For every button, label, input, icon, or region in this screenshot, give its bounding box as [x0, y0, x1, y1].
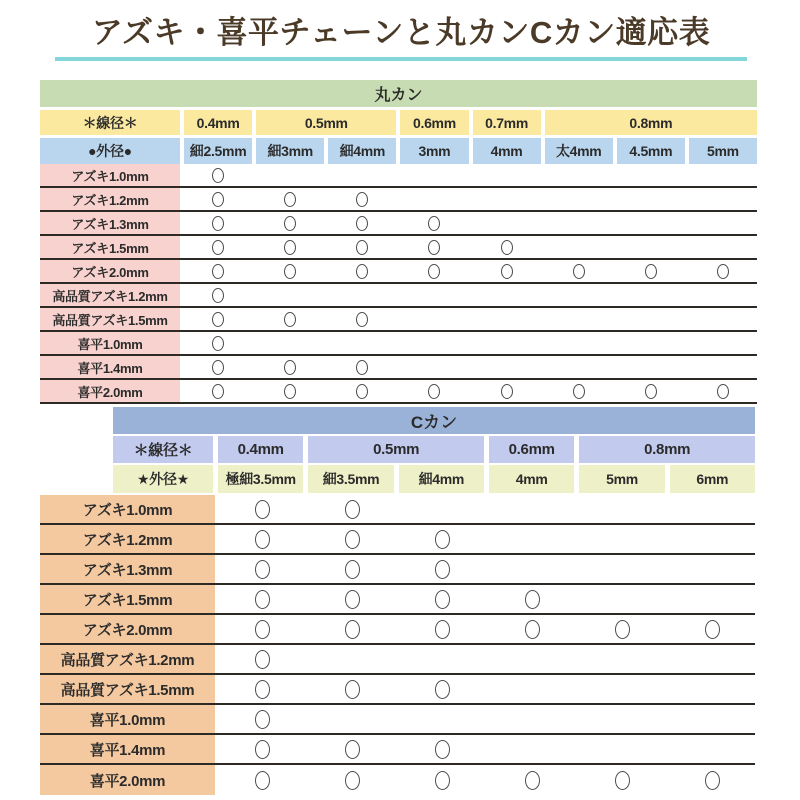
compat-cell: [220, 585, 305, 613]
ckan-table-header: [113, 407, 755, 493]
compat-cell: [490, 735, 575, 763]
compat-mark-circle: [284, 192, 296, 207]
table-title: 丸カン: [40, 80, 757, 107]
compat-cell: [580, 555, 665, 583]
outer-diameter-value: 細3mm: [256, 138, 324, 164]
compat-cell: [184, 332, 252, 354]
compat-cell: [400, 765, 485, 795]
compat-cell: [400, 675, 485, 703]
compat-cell: [328, 260, 396, 282]
compat-cell: [545, 332, 613, 354]
compat-cell: [689, 308, 757, 330]
outer-diameter-value: 4mm: [473, 138, 541, 164]
compat-mark-circle: [435, 771, 450, 790]
compat-cell: [490, 525, 575, 553]
compat-cell: [184, 236, 252, 258]
row-label: 喜平2.0mm: [40, 765, 215, 795]
table-row: [40, 236, 757, 260]
outer-diameter-row: [40, 138, 757, 164]
compat-cell: [670, 705, 755, 733]
compat-mark-circle: [435, 620, 450, 639]
compat-mark-circle: [284, 240, 296, 255]
compat-cell: [545, 260, 613, 282]
table-row: [40, 308, 757, 332]
compat-cell: [184, 308, 252, 330]
compat-mark-circle: [501, 240, 513, 255]
compat-cell: [328, 308, 396, 330]
row-label: アズキ1.5mm: [40, 236, 180, 258]
compat-cell: [670, 615, 755, 643]
compat-cell: [670, 675, 755, 703]
compat-cell: [328, 188, 396, 210]
ckan-table-body: [40, 495, 755, 795]
compat-cell: [689, 164, 757, 186]
compat-cell: [670, 585, 755, 613]
row-label: 喜平1.4mm: [40, 356, 180, 378]
compat-cell: [617, 260, 685, 282]
compat-mark-circle: [212, 168, 224, 183]
title-underline: [55, 12, 747, 61]
compat-cell: [689, 284, 757, 306]
compat-cell: [490, 615, 575, 643]
compat-cell: [400, 236, 468, 258]
row-label: アズキ1.3mm: [40, 212, 180, 234]
row-label: アズキ1.0mm: [40, 495, 215, 523]
row-label: 高品質アズキ1.5mm: [40, 308, 180, 330]
compat-cell: [545, 164, 613, 186]
row-label: アズキ1.3mm: [40, 555, 215, 583]
wire-diameter-value: 0.5mm: [308, 436, 484, 463]
compat-cell: [580, 585, 665, 613]
compat-cell: [310, 525, 395, 553]
compat-cell: [580, 705, 665, 733]
table-row: [40, 380, 757, 404]
compat-cell: [400, 585, 485, 613]
compat-cell: [617, 380, 685, 402]
compat-mark-circle: [428, 384, 440, 399]
compat-mark-circle: [212, 360, 224, 375]
compat-cell: [670, 765, 755, 795]
compat-mark-circle: [255, 500, 270, 519]
compat-mark-circle: [356, 360, 368, 375]
compat-mark-circle: [284, 360, 296, 375]
compat-cell: [310, 735, 395, 763]
compat-cell: [689, 356, 757, 378]
compat-cell: [400, 735, 485, 763]
compat-cell: [184, 380, 252, 402]
compat-cell: [617, 236, 685, 258]
compat-mark-circle: [435, 590, 450, 609]
table-row: [40, 525, 755, 555]
compat-cell: [400, 164, 468, 186]
table-title: Cカン: [113, 407, 755, 434]
table-row: [40, 555, 755, 585]
compat-cell: [256, 380, 324, 402]
wire-diameter-value: 0.8mm: [545, 110, 757, 135]
compat-mark-circle: [645, 384, 657, 399]
compat-cell: [670, 645, 755, 673]
compat-mark-circle: [645, 264, 657, 279]
compat-cell: [310, 585, 395, 613]
compat-cell: [545, 236, 613, 258]
outer-diameter-value: 5mm: [579, 465, 664, 493]
compat-cell: [473, 260, 541, 282]
compat-mark-circle: [212, 240, 224, 255]
compat-mark-circle: [255, 560, 270, 579]
table-row: [40, 332, 757, 356]
wire-diameter-value: 0.4mm: [218, 436, 303, 463]
outer-diameter-value: 6mm: [670, 465, 755, 493]
compat-cell: [400, 525, 485, 553]
compat-cell: [256, 188, 324, 210]
compat-cell: [328, 164, 396, 186]
compat-mark-circle: [345, 590, 360, 609]
compat-cell: [400, 705, 485, 733]
compat-mark-circle: [356, 192, 368, 207]
compat-cell: [220, 705, 305, 733]
compat-cell: [473, 308, 541, 330]
compat-cell: [400, 188, 468, 210]
table-row: [40, 284, 757, 308]
compat-mark-circle: [255, 590, 270, 609]
row-label: 喜平1.4mm: [40, 735, 215, 763]
marukan-table-body: [40, 164, 757, 404]
wire-diameter-label: ＊線径＊: [40, 110, 180, 135]
table-row: [40, 495, 755, 525]
compat-mark-circle: [345, 500, 360, 519]
compat-cell: [220, 645, 305, 673]
compat-mark-circle: [525, 771, 540, 790]
wire-diameter-row: [113, 436, 755, 463]
compat-mark-circle: [345, 680, 360, 699]
outer-diameter-value: 細2.5mm: [184, 138, 252, 164]
compat-cell: [400, 555, 485, 583]
compat-cell: [617, 284, 685, 306]
compat-cell: [490, 585, 575, 613]
compat-mark-circle: [255, 680, 270, 699]
compat-mark-circle: [284, 264, 296, 279]
compat-cell: [184, 188, 252, 210]
compat-cell: [328, 284, 396, 306]
compat-cell: [580, 765, 665, 795]
compat-cell: [220, 555, 305, 583]
compat-cell: [670, 495, 755, 523]
outer-diameter-value: 4mm: [489, 465, 574, 493]
compat-mark-circle: [356, 384, 368, 399]
compat-cell: [220, 735, 305, 763]
row-label: アズキ2.0mm: [40, 615, 215, 643]
compat-mark-circle: [573, 264, 585, 279]
compat-mark-circle: [212, 312, 224, 327]
compat-cell: [580, 645, 665, 673]
compat-cell: [473, 380, 541, 402]
compat-mark-circle: [525, 620, 540, 639]
row-label: 高品質アズキ1.2mm: [40, 284, 180, 306]
compat-cell: [689, 260, 757, 282]
compat-mark-circle: [284, 312, 296, 327]
table-row: [40, 260, 757, 284]
compat-cell: [400, 615, 485, 643]
compat-mark-circle: [525, 590, 540, 609]
wire-diameter-value: 0.5mm: [256, 110, 396, 135]
table-row: [40, 585, 755, 615]
compat-cell: [473, 332, 541, 354]
table-row: [40, 188, 757, 212]
compat-mark-circle: [615, 771, 630, 790]
row-label: 高品質アズキ1.5mm: [40, 675, 215, 703]
compat-mark-circle: [356, 312, 368, 327]
compat-cell: [256, 332, 324, 354]
compat-cell: [617, 212, 685, 234]
compat-cell: [400, 356, 468, 378]
outer-diameter-value: 極細3.5mm: [218, 465, 303, 493]
compat-cell: [580, 615, 665, 643]
compat-cell: [184, 164, 252, 186]
table-row: [40, 615, 755, 645]
outer-diameter-label: ★外径★: [113, 465, 213, 493]
compat-mark-circle: [435, 530, 450, 549]
table-row: [40, 164, 757, 188]
compat-cell: [328, 380, 396, 402]
wire-diameter-value: 0.6mm: [400, 110, 468, 135]
compat-mark-circle: [705, 620, 720, 639]
compat-cell: [256, 308, 324, 330]
table-row: [40, 705, 755, 735]
compat-cell: [310, 675, 395, 703]
compat-cell: [256, 236, 324, 258]
compat-mark-circle: [345, 740, 360, 759]
compat-mark-circle: [428, 216, 440, 231]
compat-cell: [184, 212, 252, 234]
wire-diameter-value: 0.4mm: [184, 110, 252, 135]
row-label: アズキ2.0mm: [40, 260, 180, 282]
compat-mark-circle: [356, 240, 368, 255]
compat-cell: [545, 308, 613, 330]
compat-cell: [473, 356, 541, 378]
compat-mark-circle: [212, 336, 224, 351]
compat-mark-circle: [284, 216, 296, 231]
compat-mark-circle: [345, 530, 360, 549]
compat-cell: [310, 555, 395, 583]
compat-cell: [400, 308, 468, 330]
compat-cell: [545, 212, 613, 234]
row-label: アズキ1.5mm: [40, 585, 215, 613]
compat-cell: [689, 212, 757, 234]
compat-cell: [256, 212, 324, 234]
compat-cell: [256, 260, 324, 282]
row-label: アズキ1.0mm: [40, 164, 180, 186]
wire-diameter-value: 0.6mm: [489, 436, 574, 463]
compat-mark-circle: [284, 384, 296, 399]
compat-mark-circle: [255, 620, 270, 639]
wire-diameter-value: 0.7mm: [473, 110, 541, 135]
wire-diameter-label: ＊線径＊: [113, 436, 213, 463]
compat-cell: [400, 645, 485, 673]
compat-cell: [473, 164, 541, 186]
compat-mark-circle: [428, 240, 440, 255]
compat-cell: [184, 260, 252, 282]
compat-cell: [689, 188, 757, 210]
compat-cell: [689, 236, 757, 258]
compat-cell: [490, 495, 575, 523]
compat-mark-circle: [705, 771, 720, 790]
compat-cell: [473, 236, 541, 258]
outer-diameter-value: 細3.5mm: [308, 465, 393, 493]
compat-cell: [310, 765, 395, 795]
compat-mark-circle: [255, 771, 270, 790]
compat-cell: [580, 675, 665, 703]
compat-cell: [184, 284, 252, 306]
compat-mark-circle: [212, 192, 224, 207]
compat-cell: [184, 356, 252, 378]
compat-mark-circle: [212, 264, 224, 279]
compat-cell: [545, 380, 613, 402]
compat-cell: [670, 555, 755, 583]
table-row: [40, 356, 757, 380]
compat-mark-circle: [345, 560, 360, 579]
compat-cell: [220, 765, 305, 795]
outer-diameter-row: [113, 465, 755, 493]
compat-mark-circle: [428, 264, 440, 279]
compat-cell: [400, 284, 468, 306]
compat-cell: [545, 356, 613, 378]
compat-cell: [545, 188, 613, 210]
compat-cell: [617, 332, 685, 354]
compat-cell: [689, 332, 757, 354]
compat-cell: [310, 495, 395, 523]
compat-mark-circle: [255, 530, 270, 549]
compat-mark-circle: [255, 650, 270, 669]
outer-diameter-value: 3mm: [400, 138, 468, 164]
compat-cell: [256, 284, 324, 306]
compat-cell: [490, 555, 575, 583]
row-label: 喜平2.0mm: [40, 380, 180, 402]
page-title: アズキ・喜平チェーンと丸カンCカン適応表: [91, 15, 711, 50]
compat-cell: [670, 525, 755, 553]
compat-cell: [617, 356, 685, 378]
compat-cell: [689, 380, 757, 402]
compat-cell: [256, 356, 324, 378]
compat-mark-circle: [255, 710, 270, 729]
compat-cell: [310, 615, 395, 643]
compat-cell: [473, 188, 541, 210]
compat-mark-circle: [435, 740, 450, 759]
compat-mark-circle: [255, 740, 270, 759]
outer-diameter-value: 5mm: [689, 138, 757, 164]
compat-cell: [400, 495, 485, 523]
compat-cell: [545, 284, 613, 306]
compat-mark-circle: [717, 264, 729, 279]
outer-diameter-value: 細4mm: [399, 465, 484, 493]
outer-diameter-value: 細4mm: [328, 138, 396, 164]
table-row: [40, 675, 755, 705]
compat-mark-circle: [573, 384, 585, 399]
compat-cell: [310, 705, 395, 733]
compat-cell: [220, 675, 305, 703]
compat-cell: [220, 525, 305, 553]
compat-cell: [400, 332, 468, 354]
wire-diameter-value: 0.8mm: [579, 436, 755, 463]
compat-mark-circle: [212, 216, 224, 231]
row-label: アズキ1.2mm: [40, 525, 215, 553]
compat-cell: [400, 380, 468, 402]
compat-mark-circle: [345, 771, 360, 790]
compat-cell: [490, 765, 575, 795]
outer-diameter-value: 4.5mm: [617, 138, 685, 164]
compat-cell: [617, 164, 685, 186]
compat-mark-circle: [435, 680, 450, 699]
row-label: 喜平1.0mm: [40, 332, 180, 354]
outer-diameter-value: 太4mm: [545, 138, 613, 164]
compat-mark-circle: [501, 384, 513, 399]
compat-cell: [490, 705, 575, 733]
compat-cell: [220, 615, 305, 643]
outer-diameter-label: ●外径●: [40, 138, 180, 164]
table-row: [40, 765, 755, 795]
row-label: 高品質アズキ1.2mm: [40, 645, 215, 673]
compat-cell: [617, 308, 685, 330]
compat-cell: [617, 188, 685, 210]
compat-cell: [220, 495, 305, 523]
compat-mark-circle: [615, 620, 630, 639]
table-row: [40, 735, 755, 765]
compat-cell: [328, 332, 396, 354]
compat-cell: [328, 212, 396, 234]
compat-cell: [490, 675, 575, 703]
wire-diameter-row: [40, 110, 757, 135]
compat-cell: [473, 284, 541, 306]
compat-mark-circle: [435, 560, 450, 579]
compat-cell: [400, 212, 468, 234]
compat-mark-circle: [212, 288, 224, 303]
compat-mark-circle: [717, 384, 729, 399]
compat-mark-circle: [212, 384, 224, 399]
row-label: 喜平1.0mm: [40, 705, 215, 733]
compat-cell: [310, 645, 395, 673]
compat-cell: [328, 356, 396, 378]
compat-mark-circle: [356, 216, 368, 231]
compat-mark-circle: [501, 264, 513, 279]
compat-mark-circle: [356, 264, 368, 279]
compat-cell: [256, 164, 324, 186]
row-label: アズキ1.2mm: [40, 188, 180, 210]
compat-cell: [670, 735, 755, 763]
compat-cell: [328, 236, 396, 258]
compat-cell: [580, 495, 665, 523]
compat-cell: [580, 525, 665, 553]
table-row: [40, 645, 755, 675]
compat-cell: [400, 260, 468, 282]
table-row: [40, 212, 757, 236]
compat-cell: [490, 645, 575, 673]
marukan-table-header: [40, 80, 757, 164]
compat-cell: [580, 735, 665, 763]
compat-cell: [473, 212, 541, 234]
compat-mark-circle: [345, 620, 360, 639]
